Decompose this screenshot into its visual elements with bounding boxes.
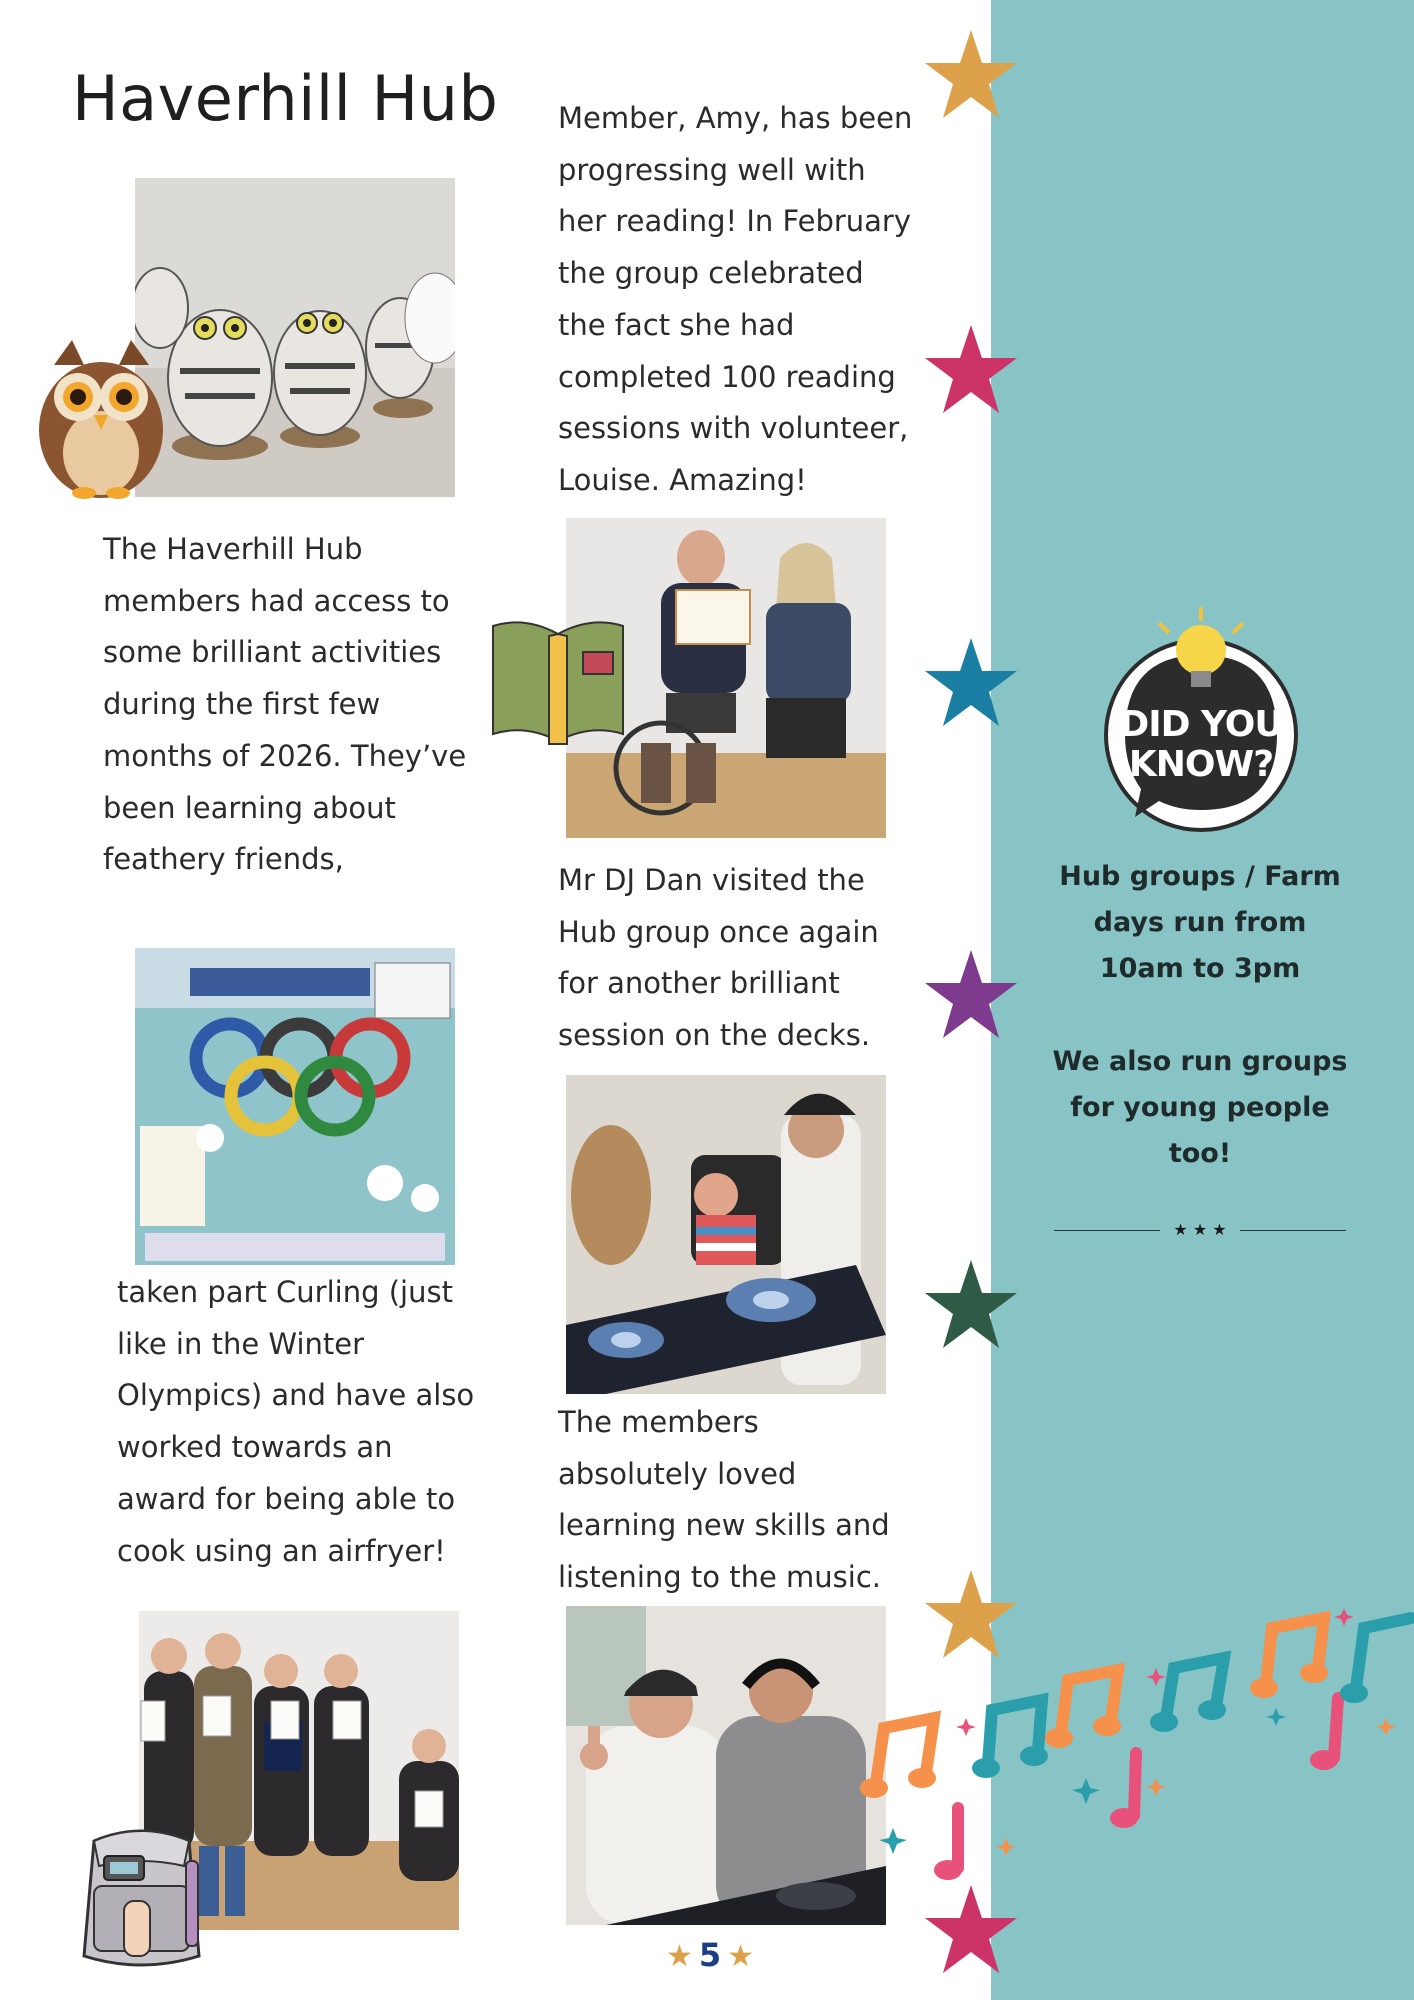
star-icon (925, 1885, 1017, 1973)
page-number (640, 1936, 780, 1974)
star-icon: ★ (665, 1939, 693, 1974)
badge-text-line1: DID YOU (1119, 704, 1283, 745)
photo-olympics-display (135, 948, 455, 1265)
star-icon (925, 638, 1017, 726)
photo-dj-thumbs-up (566, 1606, 886, 1925)
photo-dj-decks (566, 1075, 886, 1394)
music-notes-icon (856, 1588, 1414, 1888)
fact-young-people: We also run groups for young people too! (1052, 1046, 1348, 1169)
star-icon (925, 30, 1017, 118)
fact-hours: Hub groups / Farm days run from 10am to 3pm (1059, 861, 1341, 984)
page-title: Haverhill Hub (72, 62, 499, 135)
star-icon (925, 1260, 1017, 1348)
badge-text-line2: KNOW? (1128, 744, 1274, 785)
photo-owl-crafts (135, 178, 455, 497)
page-number-value: 5 (698, 1936, 722, 1974)
paragraph-activities: The Haverhill Hub members had access to some brilliant activities during the first few months of 2026. They’ve been learning about feathery friends, (103, 532, 467, 877)
divider-stars: ★ ★ ★ (1160, 1217, 1240, 1243)
paragraph-dj-dan: Mr DJ Dan visited the Hub group once again for another brilliant session on the decks. (558, 863, 879, 1053)
star-icon (925, 325, 1017, 413)
paragraph-curling: taken part Curling (just like in the Winter Olympics) and have also worked towards an award for being able to cook using an airfryer! (117, 1275, 475, 1568)
paragraph-amy-reading: Member, Amy, has been progressing well with her reading! In February the group celebrated the fact she had completed 100 reading sessions with volunteer, Louise. Amazing! (558, 101, 913, 497)
owl-icon (34, 335, 169, 500)
book-icon (485, 616, 631, 746)
paragraph-members: The members absolutely loved learning new skills and listening to the music. (558, 1405, 890, 1595)
did-you-know-badge (1097, 605, 1305, 835)
star-icon: ★ (727, 1939, 755, 1974)
star-icon (925, 950, 1017, 1038)
airfryer-icon (74, 1826, 209, 1971)
